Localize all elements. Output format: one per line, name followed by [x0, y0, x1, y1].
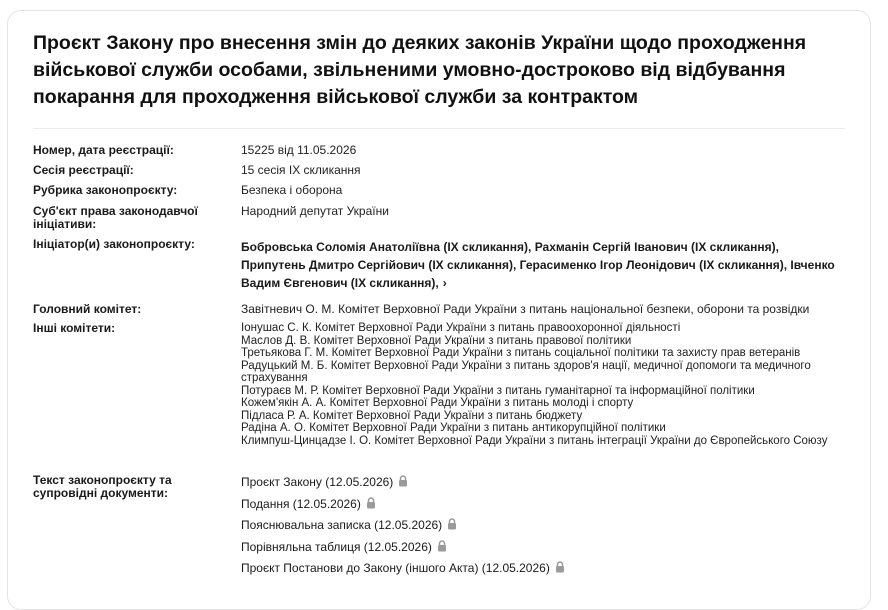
- main-committee-label: Головний комітет:: [33, 302, 142, 316]
- subject-value: Народний депутат України: [241, 204, 389, 218]
- committee-item: Радіна А. О. Комітет Верховної Ради України з питань антикорупційної політики: [241, 422, 666, 434]
- initiators-value: Бобровська Соломія Анатоліївна (IX скликання), Рахманін Сергій Іванович (IX скликання), Припутень Дмитро Сергійович (IX скликання), Герасименко Ігор Леонідович (IX скликання), Івченко Вадим Євгенович (IX скликання),: [241, 240, 835, 290]
- lock-icon: [555, 561, 565, 573]
- lock-icon: [366, 497, 376, 509]
- chevron-right-icon[interactable]: ›: [442, 276, 447, 290]
- documents-list: [241, 474, 841, 582]
- rubric-label: Рубрика законопроєкту:: [33, 183, 178, 197]
- lock-icon: [437, 540, 447, 552]
- session-value: 15 сесія IX скликання: [241, 163, 361, 177]
- session-label: Сесія реєстрації:: [33, 163, 134, 177]
- subject-label: Суб'єкт права законодавчої ініціативи:: [33, 204, 198, 231]
- initiators-label: Ініціатор(и) законопроєкту:: [33, 237, 195, 251]
- number-label: Номер, дата реєстрації:: [33, 143, 174, 157]
- number-value: 15225 від 11.05.2026: [241, 143, 357, 157]
- committee-item: Климпуш-Цинцадзе І. О. Комітет Верховної Ради України з питань інтеграції України до Європейського Союзу: [241, 434, 828, 447]
- lock-icon: [398, 475, 408, 487]
- divider: [33, 128, 845, 129]
- committee-item: Іонушас С. К. Комітет Верховної Ради України з питань правоохоронної діяльності: [241, 322, 681, 334]
- rubric-value: Безпека і оборона: [241, 183, 343, 197]
- committee-item: Потураєв М. Р. Комітет Верховної Ради України з питань гуманітарної та інформаційної політики: [241, 384, 755, 397]
- other-committees-list: [241, 322, 846, 447]
- committee-item: Підласа Р. А. Комітет Верховної Ради України з питань бюджету: [241, 409, 583, 422]
- document-link[interactable]: Пояснювальна записка (12.05.2026): [241, 517, 841, 539]
- other-committees-label: Інші комітети:: [33, 321, 116, 335]
- committee-item: Маслов Д. В. Комітет Верховної Ради України з питань правової політики: [241, 334, 632, 347]
- committee-item: Третьякова Г. М. Комітет Верховної Ради України з питань соціальної політики та захисту прав ветеранів: [241, 347, 801, 359]
- document-link[interactable]: Проєкт Постанови до Закону (іншого Акта) (12.05.2026): [241, 560, 841, 582]
- document-link[interactable]: Порівняльна таблиця (12.05.2026): [241, 539, 841, 561]
- main-committee-value: Завітневич О. М. Комітет Верховної Ради України з питань національної безпеки, оборони та розвідки: [241, 302, 810, 316]
- document-link[interactable]: Подання (12.05.2026): [241, 496, 841, 518]
- committee-item: Кожем'якін А. А. Комітет Верховної Ради України з питань молоді і спорту: [241, 397, 634, 409]
- lock-icon: [447, 518, 457, 530]
- page-title: Проєкт Закону про внесення змін до деяких законів України щодо проходження військової служби особами, звільненими умовно-достроково від відбування покарання для проходження військової служби за контрактом: [33, 32, 807, 108]
- initiators-list: [241, 238, 841, 292]
- documents-label: Текст законопроєкту та супровідні документи:: [33, 473, 172, 500]
- committee-item: Радуцький М. Б. Комітет Верховної Ради України з питань здоров'я нації, медичної допомоги та медичного страхування: [241, 359, 811, 384]
- document-link[interactable]: Проєкт Закону (12.05.2026): [241, 474, 841, 496]
